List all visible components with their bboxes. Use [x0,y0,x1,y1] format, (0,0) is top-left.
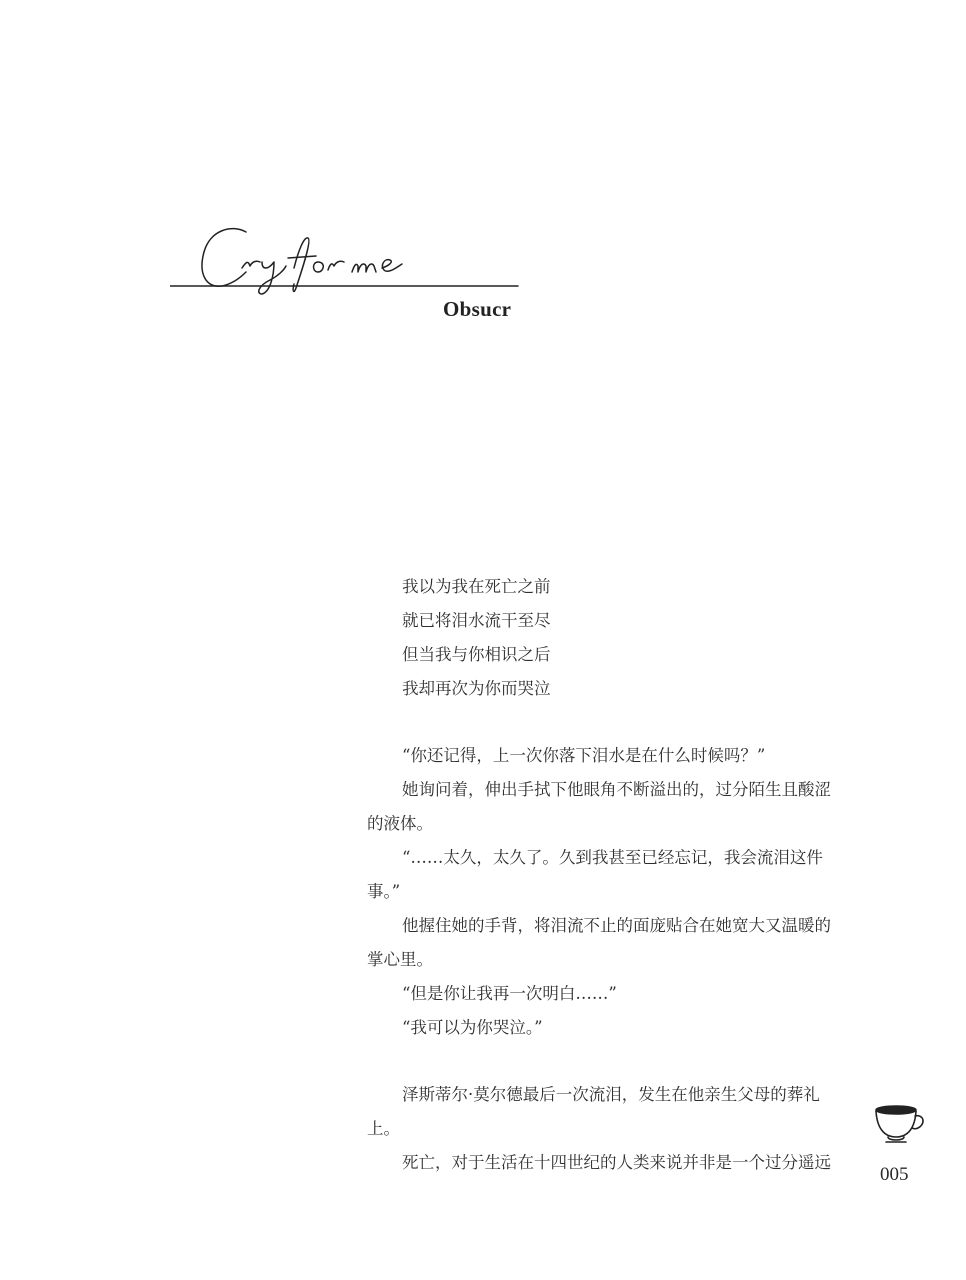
paragraph-gap [367,706,847,739]
dialogue-line: 他握住她的手背，将泪流不止的面庞贴合在她宽大又温暖的 [402,916,831,935]
body-text [367,570,847,1180]
poem-line: 我却再次为你而哭泣 [402,679,551,698]
dialogue-line: “我可以为你哭泣。” [402,1018,543,1037]
dialogue-line: 事。” [367,882,401,901]
poem-line: 我以为我在死亡之前 [402,577,551,596]
dialogue-line: 掌心里。 [367,950,433,969]
poem-line: 就已将泪水流干至尽 [402,611,551,630]
paragraph-gap [367,1045,847,1078]
title-signature-graphic [170,222,520,300]
dialogue-line: 她询问着，伸出手拭下他眼角不断溢出的，过分陌生且酸涩 [402,780,831,799]
dialogue-line: 的液体。 [367,814,433,833]
title-script [170,222,520,300]
page-number: 005 [880,1164,909,1185]
dialogue-line: “……太久，太久了。久到我甚至已经忘记，我会流泪这件 [402,848,823,867]
narrative-line: 死亡，对于生活在十四世纪的人类来说并非是一个过分遥远 [402,1153,831,1172]
teacup-icon [872,1104,928,1152]
author-name: Obsucr [443,297,512,321]
dialogue-line: “你还记得，上一次你落下泪水是在什么时候吗？” [402,746,766,765]
poem-line: 但当我与你相识之后 [402,645,551,664]
narrative-line: 泽斯蒂尔·莫尔德最后一次流泪，发生在他亲生父母的葬礼上。 [367,1085,820,1138]
dialogue-line: “但是你让我再一次明白……” [402,984,617,1003]
